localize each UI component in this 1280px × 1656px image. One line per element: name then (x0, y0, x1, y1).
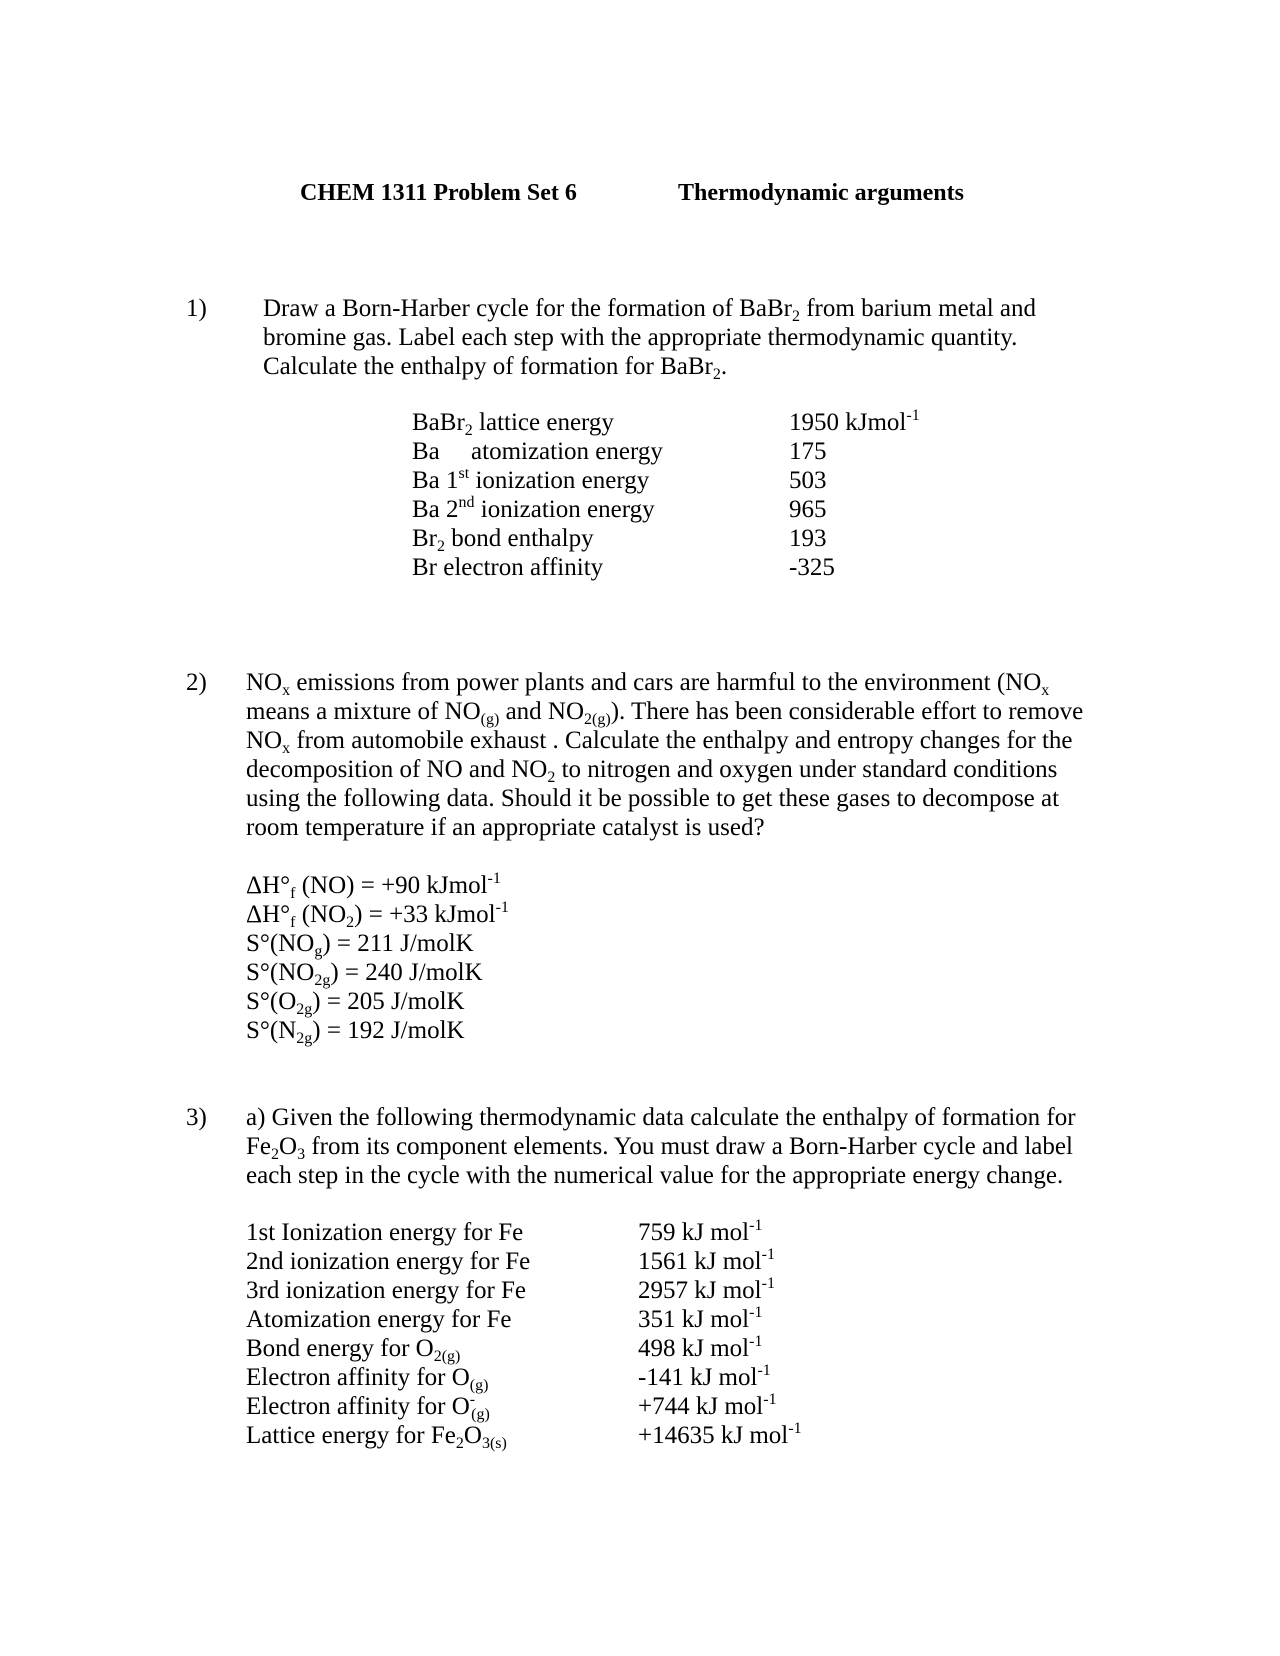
list-item: $\Delta H^\circ_f$ $(NO_2) = +33$ kJmol$^{-1}$ (246, 899, 509, 931)
list-item: $S^\circ(N_{2g}) = 192$ J/molK (246, 1017, 465, 1047)
question-1-values (789, 408, 920, 582)
table-row: 2nd ionization energy for Fe (246, 1248, 531, 1275)
list-item: $S^\circ(NO_{2g}) = 240$ J/molK (246, 959, 483, 989)
table-row: Ba atomization energy (412, 438, 663, 465)
table-cell-value: +14635 kJ mol$^{-1}$ (638, 1420, 802, 1449)
table-row: Br electron affinity (412, 554, 604, 581)
table-cell-value: 351 kJ mol$^{-1}$ (638, 1304, 763, 1333)
question-1-text: Draw a Born-Harber cycle for the formation of BaBr$_2$ from barium metal and bromine gas. Label each step with the appropriate thermodynamic quantity. Calculate the enthalpy of formation for BaBr$_2$. (263, 295, 1037, 383)
question-3-values (638, 1218, 802, 1450)
table-cell-value: 965 (789, 496, 827, 523)
question-2-number: 2) (186, 669, 207, 696)
table-cell-value: 1561 kJ mol$^{-1}$ (638, 1246, 775, 1275)
table-cell-value: 759 kJ mol$^{-1}$ (638, 1217, 763, 1246)
table-cell-value: 2957 kJ mol$^{-1}$ (638, 1275, 775, 1304)
table-row: Bond energy for $O_{2(g)}$ (246, 1335, 461, 1365)
table-row: Atomization energy for Fe (246, 1306, 512, 1333)
document-title: CHEM 1311 Problem Set 6 (300, 180, 577, 206)
question-2-text: $NO_x$ emissions from power plants and cars are harmful to the environment ($NO_x$ means a mixture of $NO_{(g)}$ and $NO_{2(g)}$). There has been considerable effort to remove $NO_x$ from automobile exhaust . Calculate the enthalpy and entropy changes for the decomposition of NO and $NO_2$ to nitrogen and oxygen under standard conditions using the following data. Should it be possible to get these gases to decompose at room temperature if an appropriate catalyst is used? (246, 669, 1084, 841)
table-cell-value: 175 (789, 438, 827, 465)
table-row: BaBr$_2$ lattice energy (412, 409, 614, 439)
document-topic: Thermodynamic arguments (678, 180, 964, 206)
table-row: Ba 2nd ionization energy (412, 494, 655, 523)
table-cell-value: 1950 kJmol$^{-1}$ (789, 407, 920, 436)
question-1-data-table (412, 408, 663, 582)
table-row: Lattice energy for $Fe_2O_{3(s)}$ (246, 1422, 507, 1452)
table-row: Electron affinity for $O^-_{(g)}$ (246, 1391, 490, 1423)
table-row: $Br_2$ bond enthalpy (412, 525, 594, 555)
table-cell-value: -325 (789, 554, 835, 581)
list-item: $\Delta H^\circ_f$ (NO) = +90 kJmol$^{-1}$ (246, 870, 501, 902)
table-cell-value: -141 kJ mol$^{-1}$ (638, 1362, 771, 1391)
table-row: Electron affinity for $O_{(g)}$ (246, 1364, 489, 1394)
list-item: $S^\circ(O_{2g}) = 205$ J/molK (246, 988, 465, 1018)
table-row: 1st Ionization energy for Fe (246, 1219, 524, 1246)
question-3-text: a) Given the following thermodynamic data calculate the enthalpy of formation for $Fe_2O_3$ from its component elements. You must draw a Born-Harber cycle and label each step in the cycle with the numerical value for the appropriate energy change. (246, 1104, 1076, 1189)
table-cell-value: 503 (789, 467, 827, 494)
question-3-number: 3) (186, 1104, 207, 1131)
question-3-data-table (246, 1218, 530, 1450)
question-2-data-list (246, 871, 509, 1045)
table-cell-value: 498 kJ mol$^{-1}$ (638, 1333, 763, 1362)
table-cell-value: 193 (789, 525, 827, 552)
table-row: Ba 1st ionization energy (412, 465, 650, 494)
question-1-number: 1) (186, 295, 207, 322)
table-cell-value: +744 kJ mol$^{-1}$ (638, 1391, 777, 1420)
table-row: 3rd ionization energy for Fe (246, 1277, 527, 1304)
list-item: $S^\circ(NO_g) = 211$ J/molK (246, 930, 474, 960)
